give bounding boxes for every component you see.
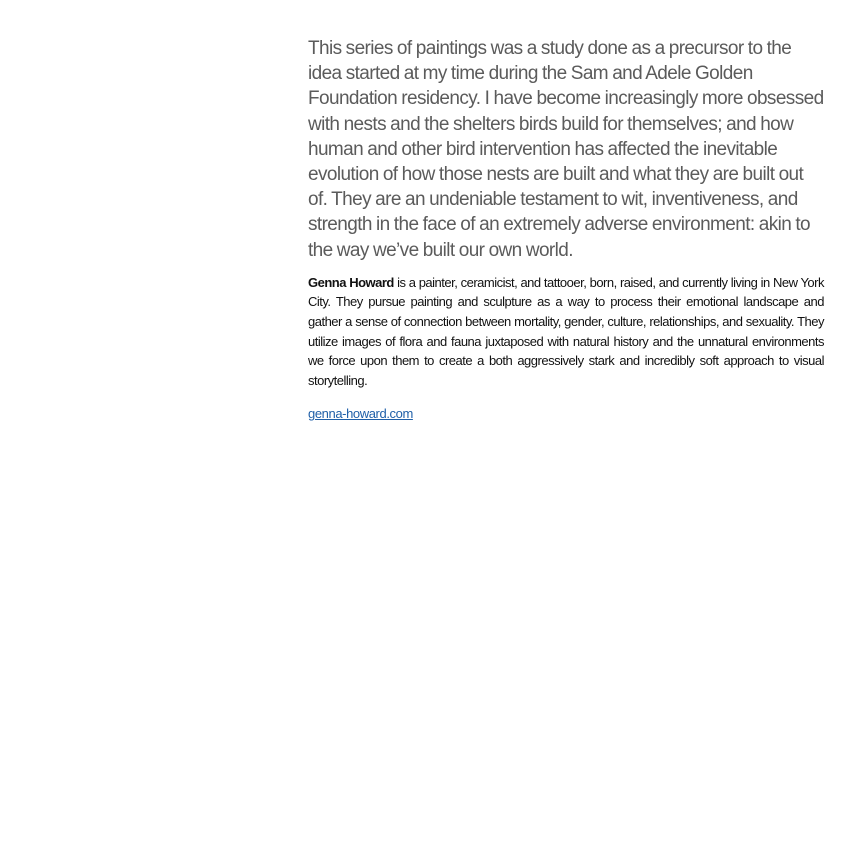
artist-bio [308,273,824,391]
artist-statement: This series of paintings was a study done as a precursor to the idea started at my time during the Sam and Adele Golden Foundation residency. I have become increasingly more obsessed with nests and the shelters birds build for themselves; and how human and other bird intervention has affected the inevitable evolution of how those nests are built and what they are built out of. They are an undeniable testament to wit, inventiveness, and strength in the face of an extremely adverse environment: akin to the way we’ve built our own world. [308,38,824,261]
text-column [308,36,824,423]
website-link[interactable]: genna-howard.com [308,406,413,422]
website-line [308,404,824,423]
artist-name: Genna Howard [308,274,394,290]
artist-bio-text: is a painter, ceramicist, and tattooer, born, raised, and currently living in New York City. They pursue painting and sculpture as a way to process their emotional landscape and gather a sense of connection between mortality, gender, culture, relationships, and sexuality. They utilize images of flora and fauna juxtaposed with natural history and the unnatural environments we force upon them to create a both aggressively stark and incredibly soft approach to visual storytelling. [308,274,824,388]
